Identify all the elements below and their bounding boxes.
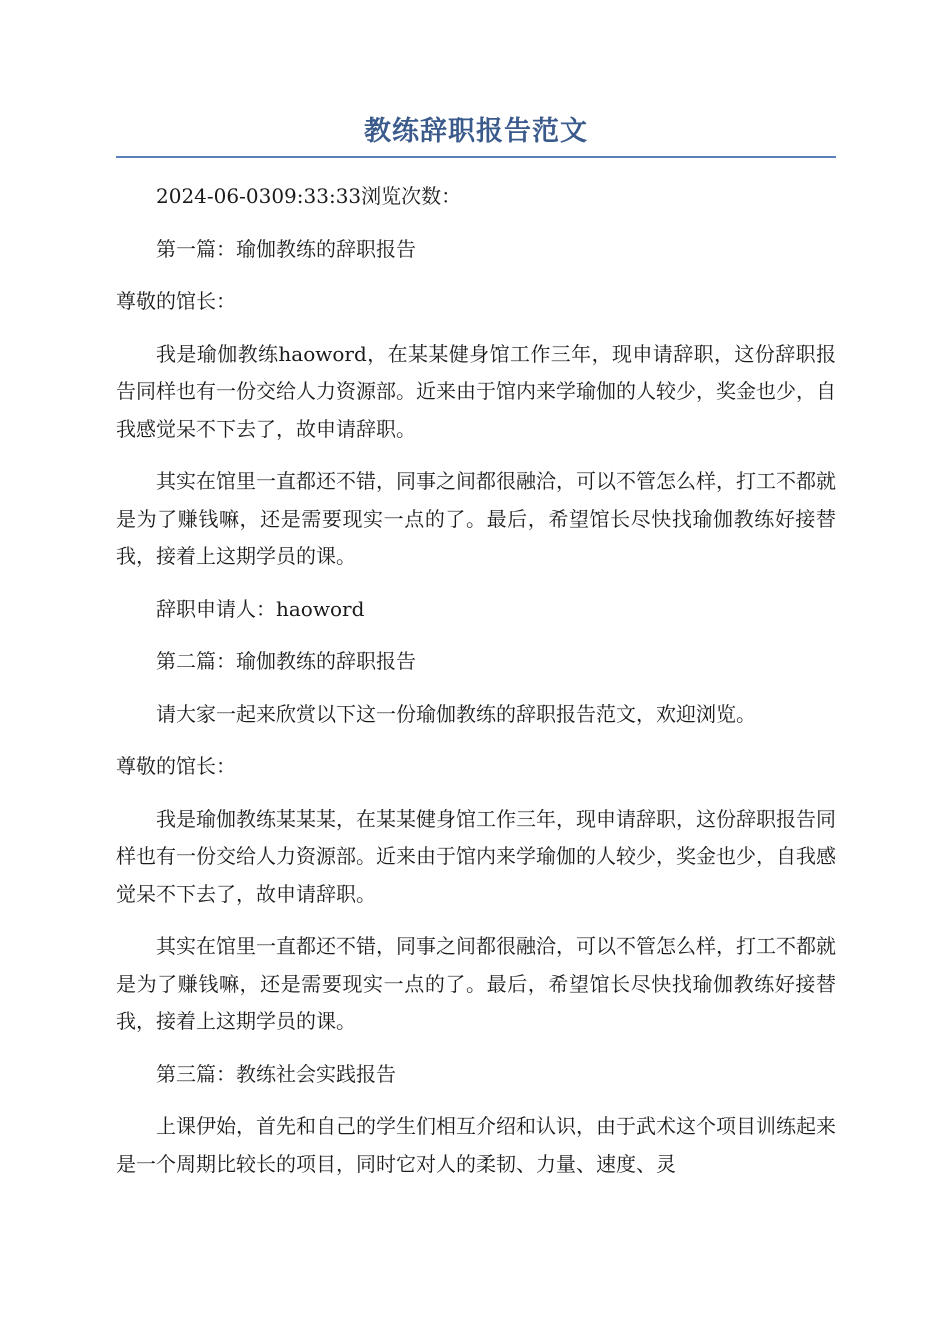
meta-line: 2024-06-0309:33:33浏览次数：	[156, 184, 462, 208]
paragraph: 尊敬的馆长：	[116, 289, 236, 313]
paragraph: 上课伊始，首先和自己的学生们相互介绍和认识，由于武术这个项目训练起来是一个周期比较长的项目，同时它对人的柔韧、力量、速度、灵	[116, 1114, 836, 1176]
paragraph: 其实在馆里一直都还不错，同事之间都很融洽，可以不管怎么样，打工不都就是为了赚钱嘛，还是需要现实一点的了。最后，希望馆长尽快找瑜伽教练好接替我，接着上这期学员的课。	[116, 934, 836, 1033]
paragraph: 其实在馆里一直都还不错，同事之间都很融洽，可以不管怎么样，打工不都就是为了赚钱嘛，还是需要现实一点的了。最后，希望馆长尽快找瑜伽教练好接替我，接着上这期学员的课。	[116, 469, 836, 568]
document-title: 教练辞职报告范文	[116, 112, 836, 158]
paragraph: 我是瑜伽教练haoword，在某某健身馆工作三年，现申请辞职，这份辞职报告同样也有一份交给人力资源部。近来由于馆内来学瑜伽的人较少，奖金也少，自我感觉呆不下去了，故申请辞职。	[116, 341, 836, 441]
paragraph: 第三篇：教练社会实践报告	[156, 1061, 396, 1086]
paragraph: 请大家一起来欣赏以下这一份瑜伽教练的辞职报告范文，欢迎浏览。	[156, 701, 756, 726]
document-page	[116, 112, 836, 1198]
paragraph: 第一篇：瑜伽教练的辞职报告	[156, 236, 416, 261]
paragraph: 尊敬的馆长：	[116, 754, 236, 778]
paragraph: 辞职申请人：haoword	[156, 596, 365, 621]
paragraph: 第二篇：瑜伽教练的辞职报告	[156, 649, 416, 673]
paragraph: 我是瑜伽教练某某某，在某某健身馆工作三年，现申请辞职，这份辞职报告同样也有一份交给人力资源部。近来由于馆内来学瑜伽的人较少，奖金也少，自我感觉呆不下去了，故申请辞职。	[116, 806, 836, 906]
document-body	[116, 178, 836, 1183]
paragraph-list	[116, 231, 836, 1184]
